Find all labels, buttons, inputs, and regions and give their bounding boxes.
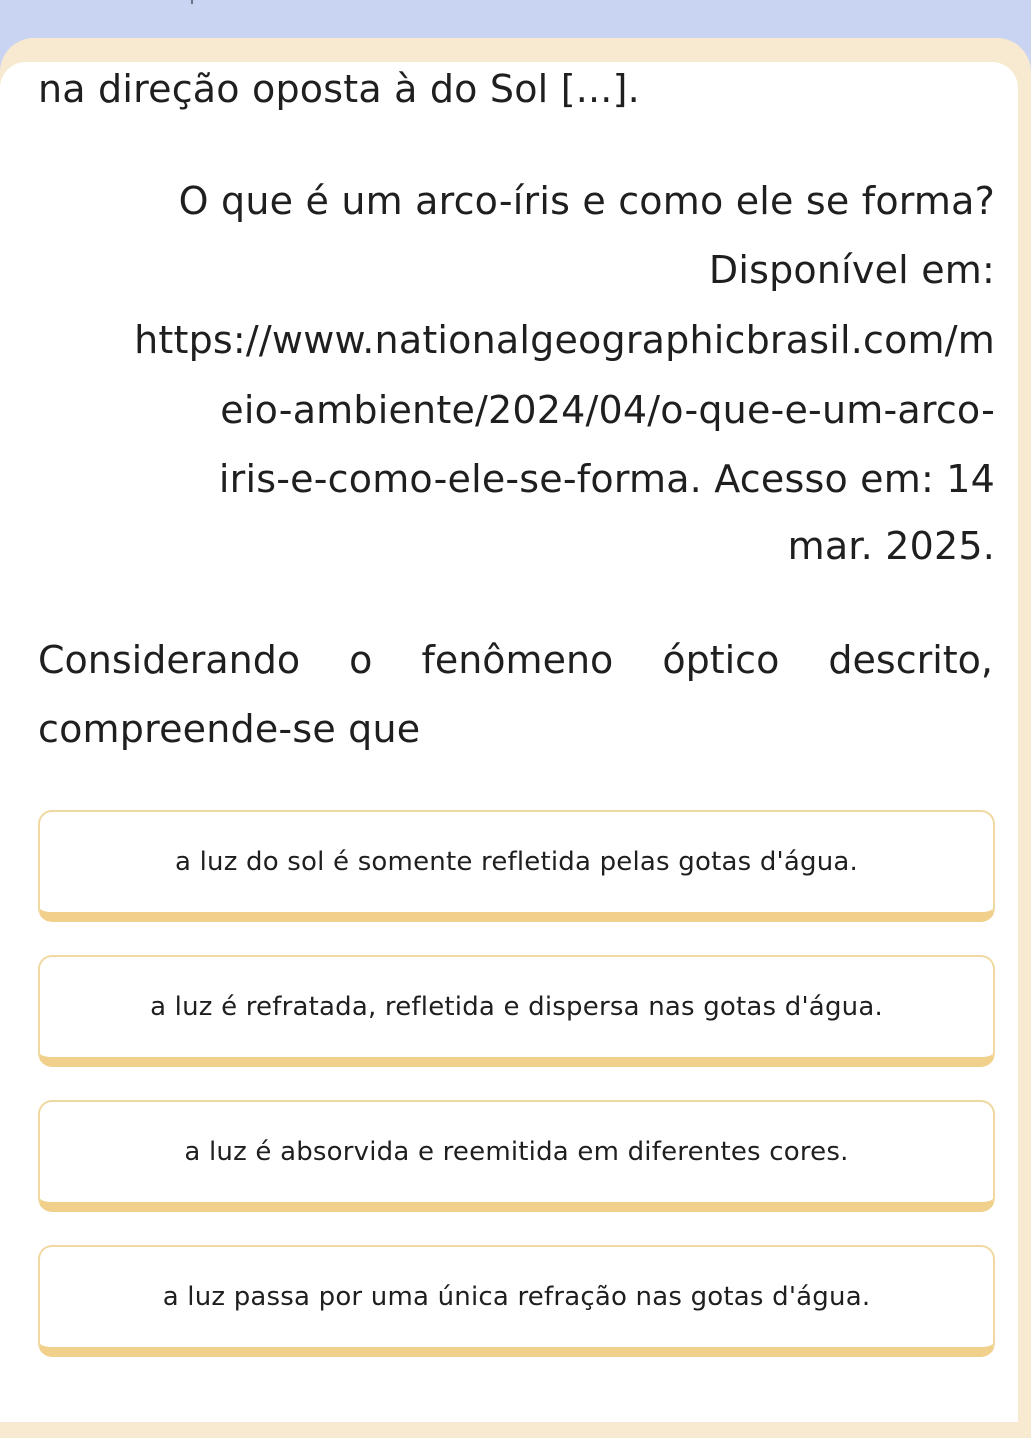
answer-option-d[interactable] — [38, 1245, 995, 1357]
answer-option-a[interactable] — [38, 810, 995, 922]
source-url-line-2: eio-ambiente/2024/04/o-que-e-um-arco- — [220, 388, 995, 432]
answer-option-a-text: a luz do sol é somente refletida pelas gotas d'água. — [175, 847, 858, 877]
source-url-line-3: iris-e-como-ele-se-forma. Acesso em: 14 — [218, 457, 995, 501]
source-access-date: mar. 2025. — [787, 524, 995, 568]
answer-option-c-text: a luz é absorvida e reemitida em diferentes cores. — [184, 1137, 849, 1167]
source-available: Disponível em: — [708, 248, 995, 292]
answer-option-b[interactable] — [38, 955, 995, 1067]
passage-ending: na direção oposta à do Sol [...]. — [38, 67, 640, 111]
source-title: O que é um arco-íris e como ele se forma? — [178, 179, 995, 223]
question-stem-line-1: Considerando o fenômeno óptico descrito, — [38, 638, 993, 682]
answer-option-b-text: a luz é refratada, refletida e dispersa nas gotas d'água. — [150, 992, 883, 1022]
question-stem-line-2: compreende-se que — [38, 707, 421, 751]
source-url-line-1: https://www.nationalgeographicbrasil.com/m — [134, 318, 995, 362]
answer-option-c[interactable] — [38, 1100, 995, 1212]
top-indicator — [191, 0, 193, 4]
answer-option-d-text: a luz passa por uma única refração nas gotas d'água. — [162, 1282, 871, 1312]
